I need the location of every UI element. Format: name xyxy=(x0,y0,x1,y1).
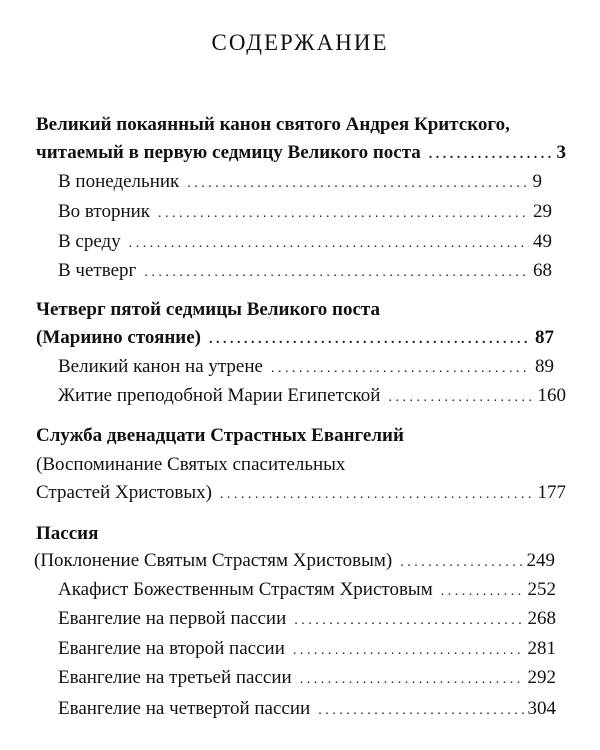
toc-entry[interactable]: В понедельник . . . 9 xyxy=(58,171,542,201)
dot-leader xyxy=(144,265,529,281)
dot-leader xyxy=(388,390,533,406)
dot-leader xyxy=(271,361,531,377)
page-number: 281 xyxy=(527,638,556,659)
toc-entry[interactable]: Евангелие на второй пассии . . . 281 xyxy=(58,638,556,668)
dot-leader xyxy=(429,147,553,163)
dot-leader xyxy=(318,703,523,719)
section-4-subtitle[interactable]: (Поклонение Святым Страстям Христовым) . . . 249 xyxy=(34,550,555,580)
dot-leader xyxy=(220,487,534,503)
dot-leader xyxy=(187,176,528,192)
section-3-subtitle-line-1: (Воспоминание Святых спасительных xyxy=(36,454,346,475)
page-number: 87 xyxy=(535,327,554,348)
page-number: 89 xyxy=(535,356,554,377)
toc-entry[interactable]: Житие преподобной Марии Египетской . . . 160 xyxy=(58,385,566,415)
section-2-heading-line-2[interactable]: (Мариино стояние) . . . 87 xyxy=(36,327,554,357)
dot-leader xyxy=(293,643,524,659)
toc-entry[interactable]: Евангелие на первой пассии . . . 268 xyxy=(58,608,556,638)
toc-entry[interactable]: Великий канон на утрене . . . 89 xyxy=(58,356,554,386)
page-number: 268 xyxy=(527,608,556,629)
page-number: 3 xyxy=(556,142,566,163)
dot-leader xyxy=(129,236,529,252)
toc-entry[interactable]: Во вторник . . . 29 xyxy=(58,201,552,231)
page-number: 160 xyxy=(537,385,566,406)
page-number: 252 xyxy=(527,579,556,600)
page-number: 29 xyxy=(533,201,552,222)
section-1-heading-line-1: Великий покаянный канон святого Андрея Критского, xyxy=(36,114,510,135)
page-number: 177 xyxy=(537,482,566,503)
page-number: 49 xyxy=(533,231,552,252)
toc-entry[interactable]: В среду . . . 49 xyxy=(58,231,552,261)
page-number: 68 xyxy=(533,260,552,281)
page-number: 304 xyxy=(527,698,556,719)
section-4-heading: Пассия xyxy=(36,523,99,544)
section-3-heading: Служба двенадцати Страстных Евангелий xyxy=(36,425,404,446)
toc-entry[interactable]: Акафист Божественным Страстям Христовым . . . 252 xyxy=(58,579,556,609)
toc-entry[interactable]: В четверг . . . 68 xyxy=(58,260,552,290)
dot-leader xyxy=(441,584,524,600)
dot-leader xyxy=(158,206,529,222)
section-2-heading-line-1: Четверг пятой седмицы Великого поста xyxy=(36,299,380,320)
toc-entry[interactable]: Евангелие на четвертой пассии . . . 304 xyxy=(58,698,556,728)
section-3-subtitle-line-2[interactable]: Страстей Христовых) . . . 177 xyxy=(36,482,566,512)
page-number: 249 xyxy=(526,550,555,571)
page-title: СОДЕРЖАНИЕ xyxy=(211,30,389,55)
toc-entry[interactable]: Евангелие на третьей пассии . . . 292 xyxy=(58,667,556,697)
dot-leader xyxy=(294,613,523,629)
dot-leader xyxy=(400,555,522,571)
page-number: 292 xyxy=(527,667,556,688)
section-1-heading-line-2[interactable]: читаемый в первую седмицу Великого поста . . . 3 xyxy=(36,142,566,172)
dot-leader xyxy=(300,672,524,688)
dot-leader xyxy=(209,332,531,348)
page-number: 9 xyxy=(532,171,542,192)
